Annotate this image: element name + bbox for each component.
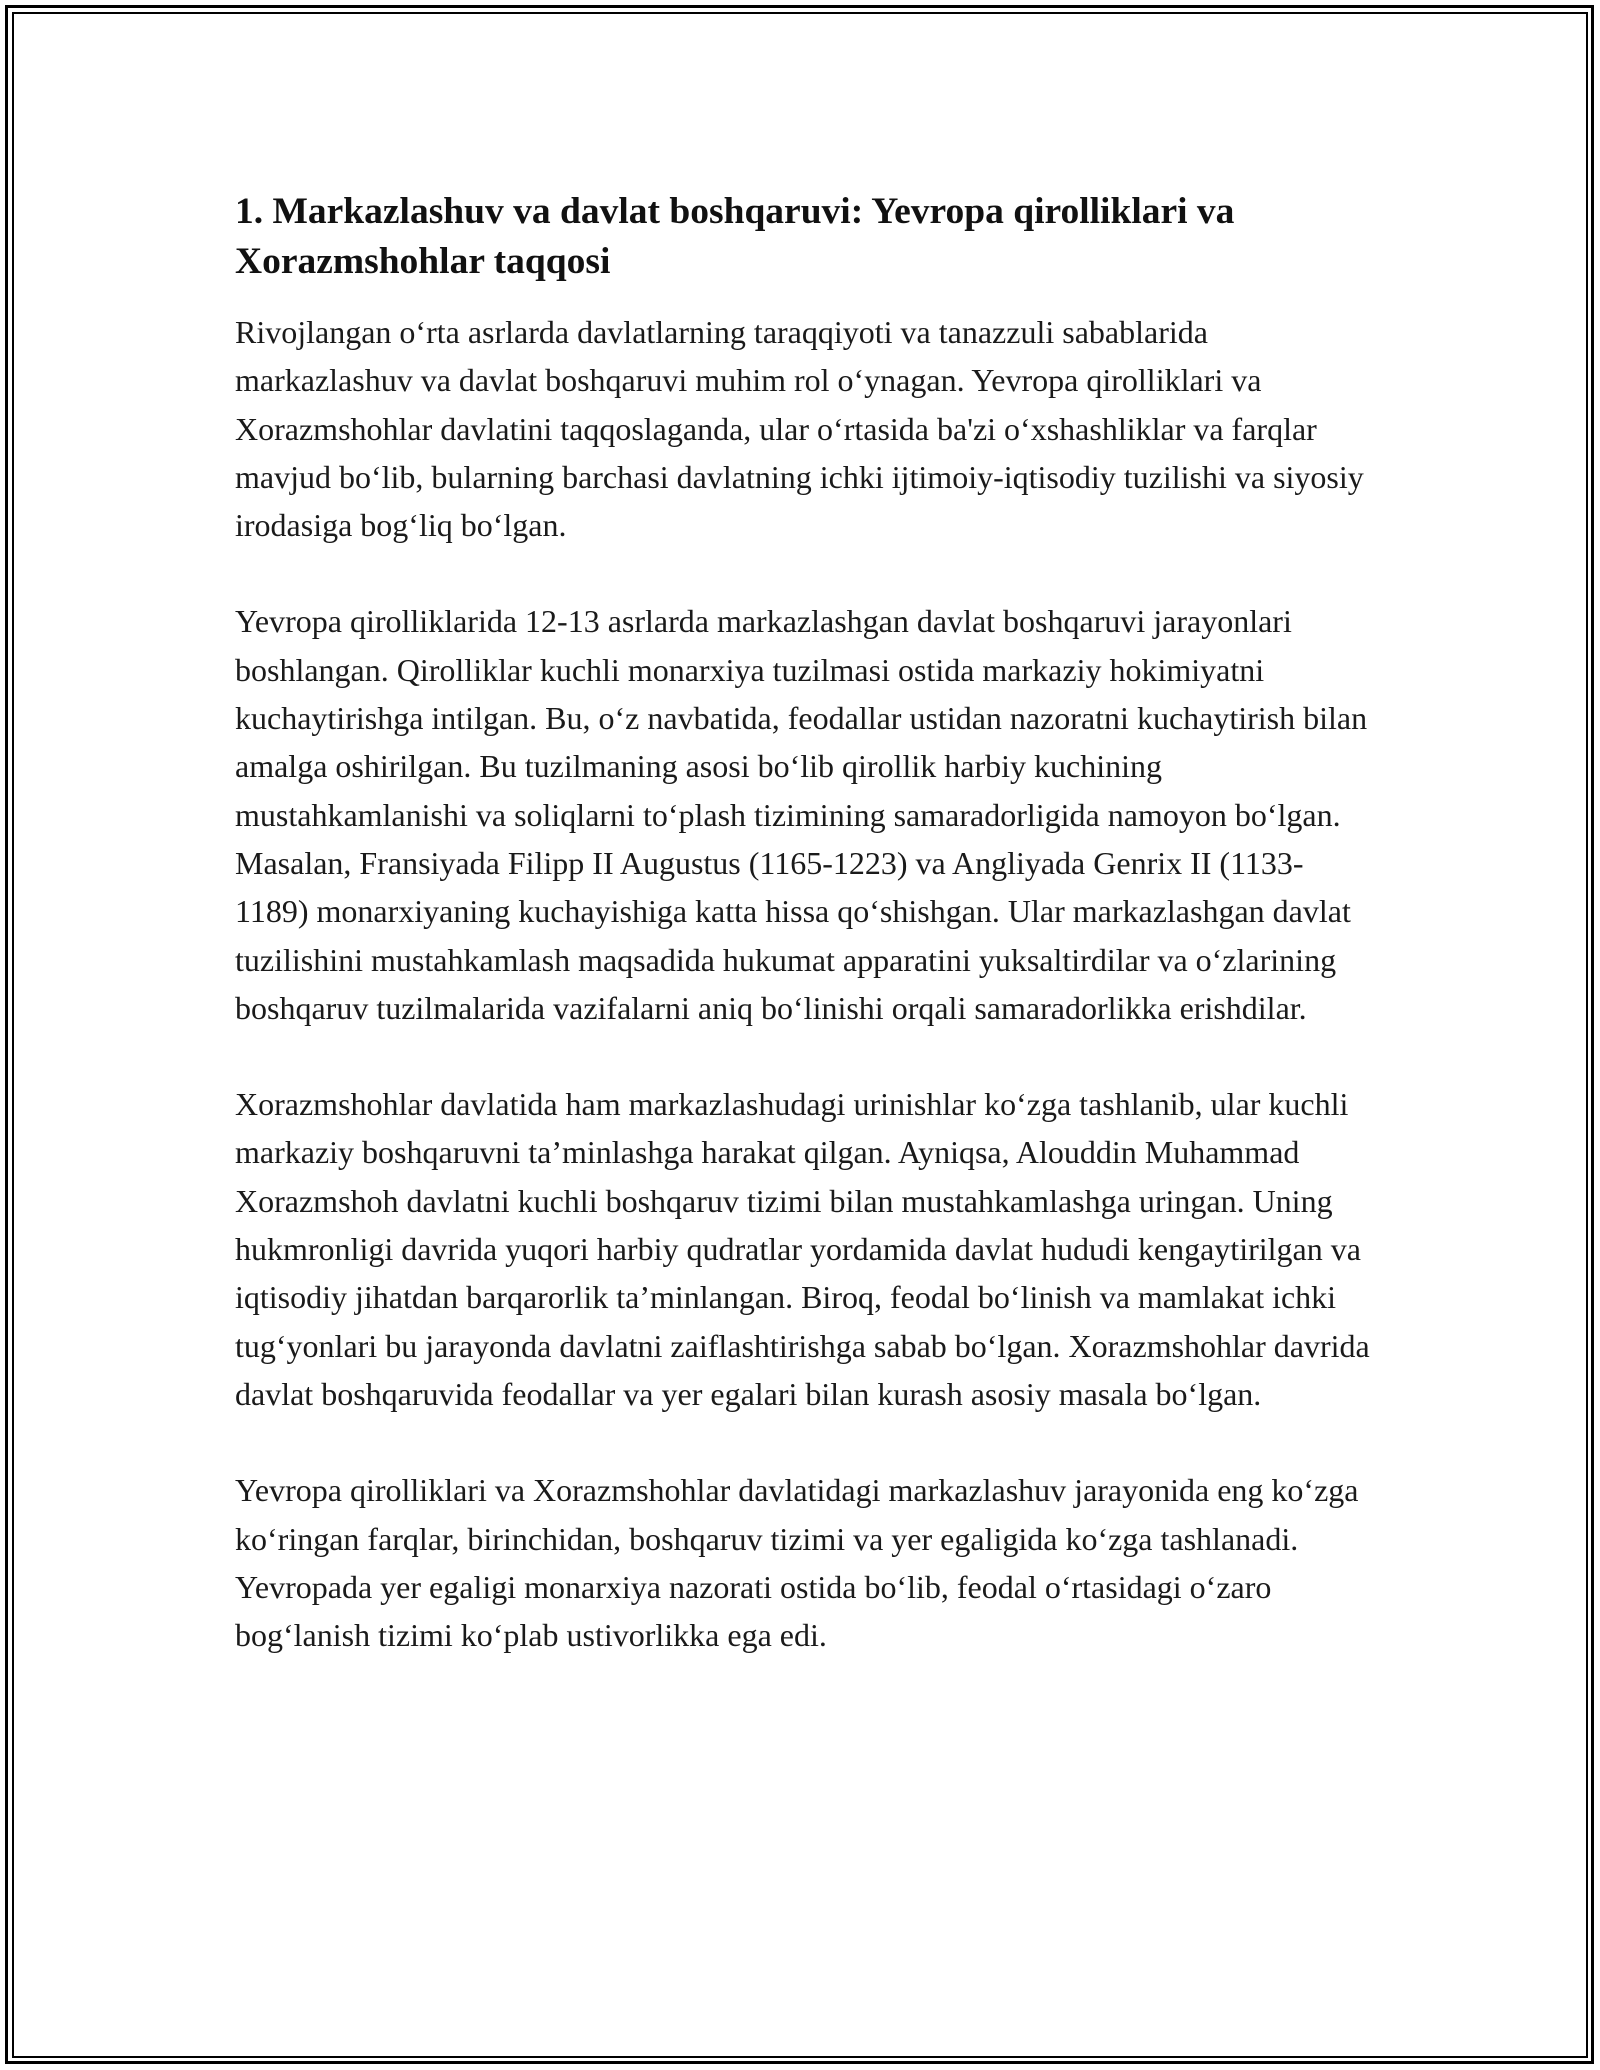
document-body: [235, 187, 1370, 1707]
paragraph-intro: Rivojlangan o‘rta asrlarda davlatlarning taraqqiyoti va tanazzuli sabablarida markazlashuv va davlat boshqaruvi muhim rol o‘ynagan. Yevropa qirolliklari va Xorazmshohlar davlatini taqqoslaganda, ular o‘rtasida ba'zi o‘xshashliklar va farqlar mavjud bo‘lib, bularning barchasi davlatning ichki ijtimoiy-iqtisodiy tuzilishi va siyosiy irodasiga bog‘liq bo‘lgan.: [235, 314, 1364, 544]
section-heading: 1. Markazlashuv va davlat boshqaruvi: Yevropa qirolliklari va Xorazmshohlar taqqosi: [235, 191, 1235, 282]
paragraph-comparison: Yevropa qirolliklari va Xorazmshohlar davlatidagi markazlashuv jarayonida eng ko‘zga ko‘ringan farqlar, birinchidan, boshqaruv tizimi va yer egaligida ko‘zga tashlanadi. Yevropada yer egaligi monarxiya nazorati ostida bo‘lib, feodal o‘rtasidagi o‘zaro bog‘lanish tizimi ko‘plab ustivorlikka ega edi.: [235, 1472, 1359, 1654]
paragraph-khwarazm: Xorazmshohlar davlatida ham markazlashudagi urinishlar ko‘zga tashlanib, ular kuchli markaziy boshqaruvni ta’minlashga harakat qilgan. Ayniqsa, Alouddin Muhammad Xorazmshoh davlatni kuchli boshqaruv tizimi bilan mustahkamlashga uringan. Uning hukmronligi davrida yuqori harbiy qudratlar yordamida davlat hududi kengaytirilgan va iqtisodiy jihatdan barqarorlik ta’minlangan. Biroq, feodal bo‘linish va mamlakat ichki tug‘yonlari bu jarayonda davlatni zaiflashtirishga sabab bo‘lgan. Xorazmshohlar davrida davlat boshqaruvida feodallar va yer egalari bilan kurash asosiy masala bo‘lgan.: [235, 1086, 1370, 1412]
paragraph-europe: Yevropa qirolliklarida 12-13 asrlarda markazlashgan davlat boshqaruvi jarayonlari boshlangan. Qirolliklar kuchli monarxiya tuzilmasi ostida markaziy hokimiyatni kuchaytirishga intilgan. Bu, o‘z navbatida, feodallar ustidan nazoratni kuchaytirish bilan amalga oshirilgan. Bu tuzilmaning asosi bo‘lib qirollik harbiy kuchining mustahkamlanishi va soliqlarni to‘plash tizimining samaradorligida namoyon bo‘lgan. Masalan, Fransiyada Filipp II Augustus (1165-1223) va Angliyada Genrix II (1133-1189) monarxiyaning kuchayishiga katta hissa qo‘shishgan. Ular markazlashgan davlat tuzilishini mustahkamlash maqsadida hukumat apparatini yuksaltirdilar va o‘zlarining boshqaruv tuzilmalarida vazifalarni aniq bo‘linishi orqali samaradorlikka erishdilar.: [235, 603, 1368, 1026]
